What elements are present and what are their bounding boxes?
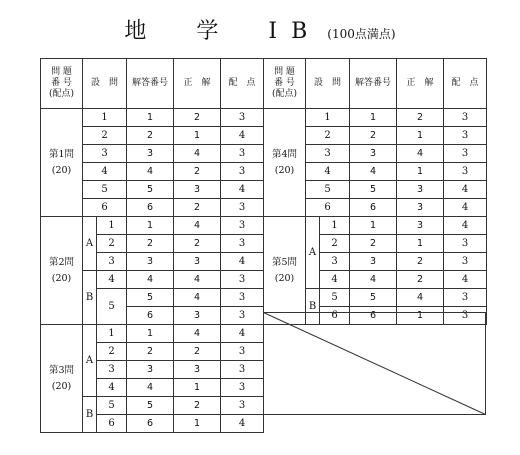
answer-no-cell: 4 [127, 163, 174, 181]
points-cell: 4 [444, 271, 487, 289]
answer-no-header: 解答番号 [127, 59, 174, 109]
group-label: A [83, 325, 97, 397]
points-cell: 4 [221, 181, 264, 199]
correct-cell: 4 [174, 289, 221, 307]
points-cell: 3 [221, 379, 264, 397]
answer-no-cell: 1 [350, 217, 397, 235]
item-cell: 5 [83, 181, 127, 199]
correct-cell: 2 [174, 343, 221, 361]
item-cell: 5 [306, 181, 350, 199]
points-cell: 3 [221, 235, 264, 253]
correct-cell: 1 [397, 163, 444, 181]
points-cell: 3 [221, 343, 264, 361]
item-cell: 2 [83, 127, 127, 145]
answer-no-cell: 4 [350, 271, 397, 289]
item-cell: 1 [306, 109, 350, 127]
answer-no-cell: 2 [350, 235, 397, 253]
question-label: 第5問 (20) [264, 217, 306, 325]
item-cell: 2 [320, 235, 350, 253]
points-cell: 4 [221, 127, 264, 145]
blank-diagonal-area [263, 312, 487, 416]
points-cell: 3 [221, 397, 264, 415]
points-cell: 3 [221, 163, 264, 181]
table-row [41, 217, 264, 235]
points-cell: 3 [221, 271, 264, 289]
item-cell: 2 [306, 127, 350, 145]
correct-cell: 2 [174, 163, 221, 181]
answer-no-cell: 3 [127, 145, 174, 163]
item-cell: 1 [97, 217, 127, 235]
item-cell: 1 [97, 325, 127, 343]
correct-cell: 4 [174, 217, 221, 235]
page-title [0, 14, 520, 45]
section-header: 問 題 番 号 (配点) [264, 59, 306, 109]
answer-no-cell: 1 [127, 109, 174, 127]
table-row [41, 109, 264, 127]
item-header: 設 問 [83, 59, 127, 109]
correct-cell: 2 [174, 397, 221, 415]
table-row [264, 109, 487, 127]
correct-cell: 2 [174, 199, 221, 217]
points-cell: 3 [221, 199, 264, 217]
answer-no-cell: 5 [350, 289, 397, 307]
correct-cell: 2 [397, 253, 444, 271]
correct-cell: 1 [397, 235, 444, 253]
item-cell: 3 [97, 253, 127, 271]
answer-no-header: 解答番号 [350, 59, 397, 109]
table-row [41, 325, 264, 343]
correct-cell: 3 [174, 361, 221, 379]
correct-header: 正 解 [174, 59, 221, 109]
exam-subtitle: (100点満点) [327, 27, 396, 41]
answer-no-cell: 2 [350, 127, 397, 145]
correct-cell: 2 [174, 235, 221, 253]
group-label: B [83, 397, 97, 433]
diagonal-line [264, 313, 486, 415]
points-cell: 4 [444, 217, 487, 235]
points-cell: 3 [444, 253, 487, 271]
points-cell: 3 [444, 307, 487, 325]
item-cell: 6 [306, 199, 350, 217]
points-cell: 3 [444, 145, 487, 163]
item-cell: 3 [83, 145, 127, 163]
correct-cell: 4 [174, 145, 221, 163]
question-label: 第3問 (20) [41, 325, 83, 433]
section-header: 問 題 番 号 (配点) [41, 59, 83, 109]
answer-no-cell: 4 [350, 163, 397, 181]
item-cell: 6 [320, 307, 350, 325]
points-cell: 3 [444, 163, 487, 181]
answer-no-cell: 5 [127, 397, 174, 415]
points-cell: 4 [221, 415, 264, 433]
group-label: A [306, 217, 320, 289]
answer-no-cell: 2 [127, 127, 174, 145]
item-cell: 1 [320, 217, 350, 235]
answer-no-cell: 5 [350, 181, 397, 199]
answer-no-cell: 3 [127, 253, 174, 271]
correct-header: 正 解 [397, 59, 444, 109]
item-cell: 3 [306, 145, 350, 163]
correct-cell: 2 [397, 109, 444, 127]
answer-no-cell: 6 [127, 415, 174, 433]
points-cell: 3 [444, 289, 487, 307]
answer-no-cell: 3 [350, 145, 397, 163]
answer-table-right [263, 58, 487, 325]
header-row [264, 59, 487, 109]
answer-no-cell: 5 [127, 181, 174, 199]
item-cell: 6 [97, 415, 127, 433]
correct-cell: 2 [174, 109, 221, 127]
points-cell: 3 [444, 235, 487, 253]
question-label: 第4問 (20) [264, 109, 306, 217]
question-label: 第1問 (20) [41, 109, 83, 217]
answer-no-cell: 3 [350, 253, 397, 271]
points-header: 配 点 [221, 59, 264, 109]
answer-no-cell: 2 [127, 343, 174, 361]
points-cell: 4 [221, 253, 264, 271]
correct-cell: 4 [174, 271, 221, 289]
item-cell: 5 [97, 397, 127, 415]
item-cell: 2 [97, 235, 127, 253]
points-cell: 4 [444, 199, 487, 217]
correct-cell: 3 [174, 307, 221, 325]
table-row [264, 217, 487, 235]
correct-cell: 3 [174, 253, 221, 271]
group-label: B [83, 271, 97, 325]
correct-cell: 1 [397, 307, 444, 325]
correct-cell: 1 [174, 379, 221, 397]
answer-no-cell: 6 [127, 199, 174, 217]
correct-cell: 1 [174, 415, 221, 433]
item-cell: 4 [97, 379, 127, 397]
answer-no-cell: 1 [127, 217, 174, 235]
points-cell: 4 [444, 181, 487, 199]
correct-cell: 4 [397, 289, 444, 307]
points-cell: 3 [221, 145, 264, 163]
item-cell: 4 [306, 163, 350, 181]
correct-cell: 3 [397, 217, 444, 235]
item-cell: 4 [97, 271, 127, 289]
item-cell: 5 [97, 289, 127, 325]
points-cell: 3 [221, 289, 264, 307]
exam-title: 地 学 ⅠB [124, 19, 322, 44]
item-cell: 3 [97, 361, 127, 379]
answer-table-left [40, 58, 264, 433]
question-label: 第2問 (20) [41, 217, 83, 325]
answer-no-cell: 6 [127, 307, 174, 325]
correct-cell: 2 [397, 271, 444, 289]
points-header: 配 点 [444, 59, 487, 109]
header-row [41, 59, 264, 109]
answer-no-cell: 6 [350, 307, 397, 325]
answer-no-cell: 5 [127, 289, 174, 307]
points-cell: 3 [221, 109, 264, 127]
correct-cell: 4 [397, 145, 444, 163]
points-cell: 3 [221, 217, 264, 235]
item-cell: 4 [83, 163, 127, 181]
item-cell: 1 [83, 109, 127, 127]
correct-cell: 1 [174, 127, 221, 145]
item-cell: 2 [97, 343, 127, 361]
item-header: 設 問 [306, 59, 350, 109]
item-cell: 4 [320, 271, 350, 289]
points-cell: 3 [221, 307, 264, 325]
answer-no-cell: 2 [127, 235, 174, 253]
group-label: B [306, 289, 320, 325]
points-cell: 3 [444, 127, 487, 145]
answer-no-cell: 1 [127, 325, 174, 343]
points-cell: 3 [221, 361, 264, 379]
answer-no-cell: 3 [127, 361, 174, 379]
answer-no-cell: 4 [127, 271, 174, 289]
points-cell: 3 [444, 109, 487, 127]
item-cell: 3 [320, 253, 350, 271]
correct-cell: 4 [174, 325, 221, 343]
correct-cell: 3 [397, 199, 444, 217]
correct-cell: 3 [174, 181, 221, 199]
points-cell: 4 [221, 325, 264, 343]
answer-no-cell: 6 [350, 199, 397, 217]
item-cell: 5 [320, 289, 350, 307]
answer-no-cell: 4 [127, 379, 174, 397]
correct-cell: 1 [397, 127, 444, 145]
group-label: A [83, 217, 97, 271]
answer-no-cell: 1 [350, 109, 397, 127]
correct-cell: 3 [397, 181, 444, 199]
item-cell: 6 [83, 199, 127, 217]
